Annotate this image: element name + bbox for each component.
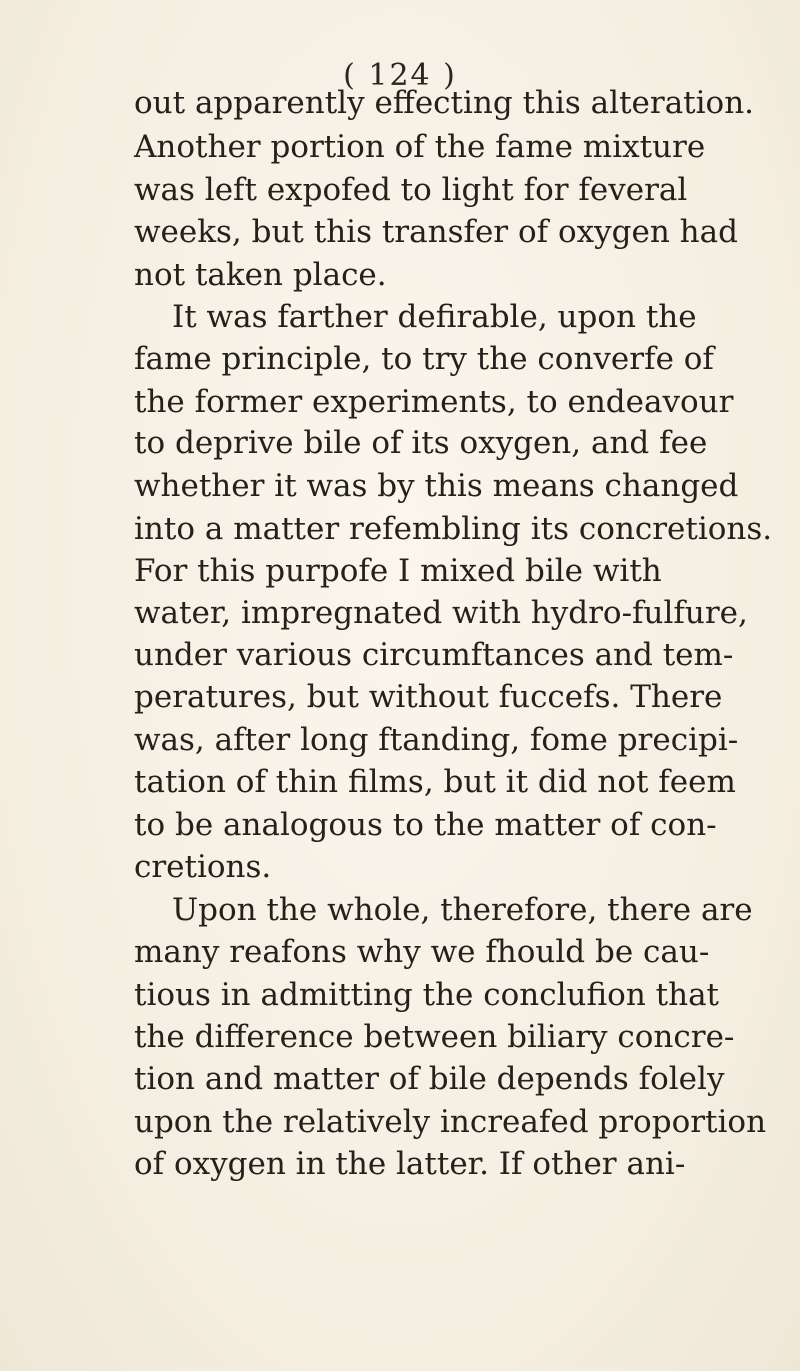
- text-line: tion and matter of bile depends folely: [134, 1061, 725, 1097]
- text-line: Upon the whole, therefore, there are: [172, 892, 753, 928]
- text-line: was left expofed to light for feveral: [134, 172, 688, 208]
- text-line: was, after long ftanding, fome precipi-: [134, 722, 739, 758]
- text-line: of oxygen in the latter. If other ani-: [134, 1146, 686, 1182]
- text-line: under various circumftances and tem-: [134, 637, 734, 673]
- text-line: not taken place.: [134, 257, 387, 293]
- text-line: cretions.: [134, 849, 272, 885]
- text-line: to deprive bile of its oxygen, and fee: [134, 425, 708, 461]
- text-line: out apparently effecting this alteration.: [134, 85, 755, 121]
- text-line: many reafons why we fhould be cau-: [134, 934, 710, 970]
- text-line: the former experiments, to endeavour: [134, 384, 734, 420]
- text-line: tation of thin films, but it did not feem: [134, 764, 736, 800]
- text-line: fame principle, to try the converfe of: [134, 341, 714, 377]
- page-number: ( 124 ): [343, 58, 457, 93]
- text-line: tious in admitting the conclufion that: [134, 977, 720, 1013]
- text-line: into a matter refembling its concretions.: [134, 511, 773, 547]
- text-line: For this purpofe I mixed bile with: [134, 553, 662, 589]
- text-line: It was farther defirable, upon the: [172, 299, 697, 335]
- text-line: whether it was by this means changed: [134, 468, 739, 504]
- text-line: upon the relatively increafed proportion: [134, 1104, 767, 1140]
- text-line: to be analogous to the matter of con-: [134, 807, 717, 843]
- text-line: weeks, but this transfer of oxygen had: [134, 214, 738, 250]
- text-line: water, impregnated with hydro-fulfure,: [134, 595, 748, 631]
- text-line: peratures, but without fuccefs. There: [134, 679, 723, 715]
- text-line: Another portion of the fame mixture: [134, 129, 706, 165]
- text-line: the difference between biliary concre-: [134, 1019, 735, 1055]
